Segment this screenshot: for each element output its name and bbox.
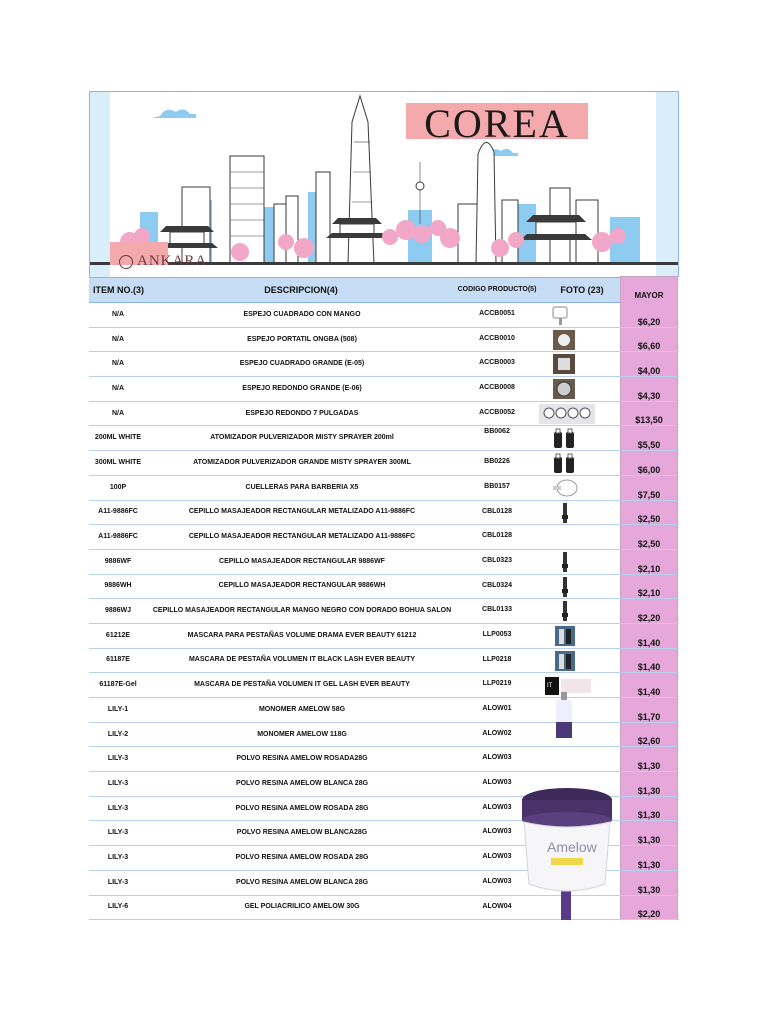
product-code: ALOW03 [482,877,512,885]
item-number: LILY-2 [107,730,129,738]
price-mayor: $1,40 [620,649,678,673]
price-mayor: $1,30 [620,747,678,771]
price-mayor: $2,20 [620,896,678,920]
table-row [89,624,679,649]
item-description: MONOMER AMELOW 118G [257,730,347,738]
product-code: CBL0128 [482,507,512,515]
item-number: LILY-6 [107,903,129,911]
item-number: LILY-1 [107,705,129,713]
item-number: N/A [111,409,125,417]
table-row [89,550,679,575]
table-row [89,426,679,451]
price-mayor: $1,30 [620,846,678,870]
table-row [89,402,679,427]
product-code: CBL0133 [482,606,512,614]
item-number: 9886WJ [104,607,132,615]
item-description: ESPEJO PORTATIL ONGBA (508) [247,335,357,343]
portable-mirror-icon [553,330,575,350]
table-row [89,747,679,772]
table-row [89,352,679,377]
product-code: ACCB0010 [479,334,515,342]
item-description: CEPILLO MASAJEADOR RECTANGULAR METALIZADO A11-9886FC [188,533,416,541]
brush-icon [559,577,571,597]
svg-text:IT: IT [547,683,553,690]
header-code: CODIGO PRODUCTO(5) [457,277,537,303]
table-row [89,476,679,501]
item-description: ESPEJO CUADRADO CON MANGO [243,310,361,318]
price-mayor: $4,00 [620,352,678,376]
price-mayor: $1,70 [620,698,678,722]
item-number: 61187E-Gel [99,681,137,689]
price-mayor: $2,50 [620,501,678,525]
product-code: BB0157 [484,482,510,490]
table-row [89,896,679,921]
item-number: LILY-3 [107,853,129,861]
table-row [89,377,679,402]
item-description: ATOMIZADOR PULVERIZADOR MISTY SPRAYER 200ml [210,434,394,442]
price-mayor: $7,50 [620,476,678,500]
item-number: A11-9886FC [98,533,138,541]
brush-icon [559,503,571,523]
mascara-icon [555,626,575,646]
price-mayor: $13,50 [620,402,678,426]
brand-logo [118,253,207,270]
price-mayor: $1,30 [620,871,678,895]
item-description: POLVO RESINA AMELOW ROSADA 28G [235,804,369,812]
amelow-jar-icon [521,786,613,896]
price-mayor: $2,10 [620,550,678,574]
product-code: BB0062 [484,428,510,436]
product-code: CBL0128 [482,532,512,540]
table-row [89,698,679,723]
table-row [89,599,679,624]
price-mayor: $1,30 [620,772,678,796]
item-description: CUELLERAS PARA BARBERIA X5 [245,483,359,491]
product-code: ALOW04 [482,902,512,910]
item-description: POLVO RESINA AMELOW BLANCA 28G [235,779,369,787]
sprayer-icon [551,453,579,473]
price-mayor: $2,50 [620,525,678,549]
item-number: 61187E [106,656,130,664]
item-description: MASCARA DE PESTAÑA VOLUMEN IT BLACK LASH EVER BEAUTY [188,656,416,664]
item-number: LILY-3 [107,755,129,763]
item-description: POLVO RESINA AMELOW BLANCA 28G [235,878,369,886]
product-code: ALOW03 [482,803,512,811]
product-code: LLP0053 [482,630,512,638]
item-number: 100P [109,483,127,491]
item-number: N/A [111,360,125,368]
brush-icon [559,552,571,572]
item-description: POLVO RESINA AMELOW BLANCA28G [236,829,368,837]
product-code: LLP0219 [482,680,512,688]
table-row [89,525,679,550]
product-code: ALOW02 [482,729,512,737]
product-code: ALOW01 [482,705,512,712]
price-mayor: $1,30 [620,821,678,845]
header-photo: FOTO (23) [537,277,627,303]
price-mayor: $1,40 [620,673,678,697]
product-code: ALOW03 [482,779,512,787]
price-sheet [89,91,679,920]
header-item: ITEM NO.(3) [89,277,145,303]
price-mayor: $1,30 [620,797,678,821]
price-mayor: $5,50 [620,426,678,450]
item-number: 61212E [105,631,131,639]
table-row [89,451,679,476]
item-description: CEPILLO MASAJEADOR RECTANGULAR MANGO NEGRO CON DORADO BOHUA SALON [152,607,452,615]
brand-name: ANKARA [137,253,208,269]
item-number: A11-9886FC [98,508,138,516]
product-code: ALOW03 [482,853,512,861]
price-mayor: $6,60 [620,328,678,352]
table-row [89,303,679,328]
banner [89,91,679,277]
item-description: MONOMER AMELOW 58G [258,705,346,713]
table-row [89,328,679,353]
item-description: CEPILLO MASAJEADOR RECTANGULAR 9886WF [219,557,385,565]
item-number: LILY-3 [107,878,129,886]
table-row [89,575,679,600]
item-description: CEPILLO MASAJEADOR RECTANGULAR 9886WH [218,582,386,590]
mascara-icon [555,651,575,671]
item-description: ESPEJO REDONDO GRANDE (E-06) [242,384,362,392]
header-description: DESCRIPCION(4) [145,277,457,303]
brush-icon [559,601,571,621]
item-description: GEL POLIACRILICO AMELOW 30G [244,903,360,911]
product-code: CBL0324 [482,581,512,589]
item-number: N/A [111,310,125,318]
table-body [89,303,679,920]
price-mayor: $1,40 [620,624,678,648]
product-code: ACCB0003 [479,359,515,367]
mirror-set-icon [539,404,595,424]
table-header [89,277,679,303]
item-description: MASCARA DE PESTAÑA VOLUMEN IT GEL LASH EVER BEAUTY [194,681,410,689]
neck-strip-icon [551,478,579,498]
price-mayor: $2,20 [620,599,678,623]
product-code: ACCB0051 [479,310,515,317]
item-description: MASCARA PARA PESTAÑAS VOLUME DRAMA EVER BEAUTY 61212 [187,631,417,639]
item-description: CEPILLO MASAJEADOR RECTANGULAR METALIZADO A11-9886FC [188,508,416,516]
table-row [89,501,679,526]
price-mayor: $2,60 [620,723,678,747]
seoul-skyline-icon [90,92,678,277]
product-code: CBL0323 [482,556,512,564]
item-description: ESPEJO REDONDO 7 PULGADAS [245,409,359,417]
item-number: 9886WH [104,582,132,590]
item-number: 9886WF [104,557,132,565]
banner-title: COREA [424,101,570,146]
product-code: ACCB0008 [479,384,515,392]
product-code: ACCB0052 [479,408,515,416]
item-description: ATOMIZADOR PULVERIZADOR GRANDE MISTY SPRAYER 300ML [193,458,411,466]
amelow-label: Amelow [547,839,597,855]
item-number: 300ML WHITE [94,458,142,466]
product-code: LLP0218 [482,655,512,663]
item-number: LILY-3 [107,829,129,837]
product-code: ALOW03 [482,828,512,836]
square-mirror-icon [553,354,575,374]
table-row [89,673,679,698]
round-mirror-icon [553,379,575,399]
table-row [89,649,679,674]
price-mayor: $6,00 [620,451,678,475]
table-row [89,723,679,748]
item-description: POLVO RESINA AMELOW ROSADA28G [236,755,368,763]
price-mayor: $4,30 [620,377,678,401]
product-code: BB0226 [484,458,510,466]
product-code: ALOW03 [482,754,512,762]
item-description: ESPEJO CUADRADO GRANDE (E-05) [239,360,365,368]
item-number: N/A [111,335,125,343]
item-number: LILY-3 [107,779,129,787]
hand-mirror-icon [549,305,579,325]
item-number: 200ML WHITE [94,434,142,442]
item-number: LILY-3 [107,804,129,812]
item-number: N/A [111,384,125,392]
price-mayor: $2,10 [620,575,678,599]
price-mayor: $6,20 [620,303,678,327]
header-price: MAYOR [620,276,678,304]
sprayer-icon [551,428,579,448]
item-description: POLVO RESINA AMELOW ROSADA 28G [235,853,369,861]
